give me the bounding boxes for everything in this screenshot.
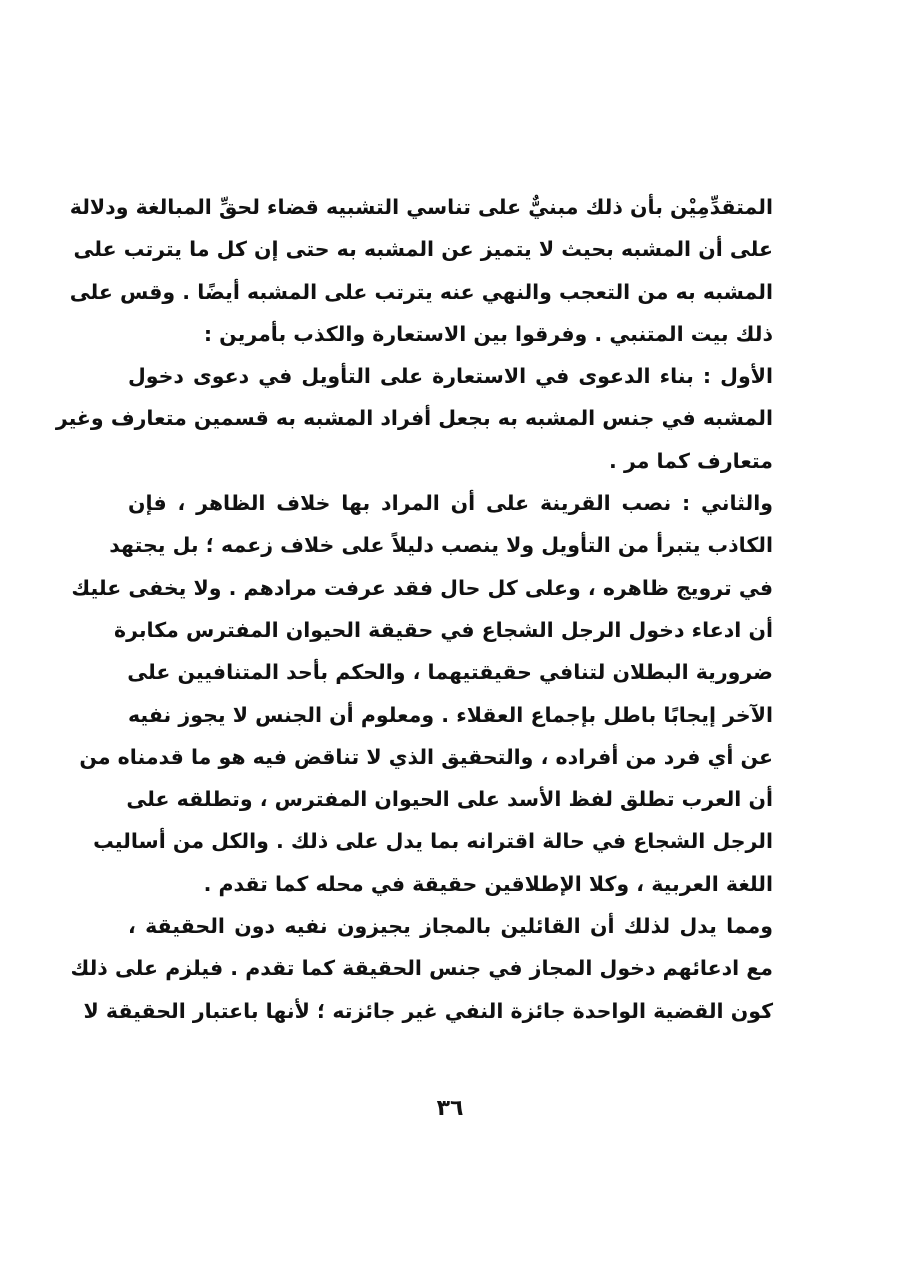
line-text: أن العرب تطلق لفظ الأسد على الحيوان المفترس ، وتطلقه على (126, 787, 773, 812)
line-text: عن أي فرد من أفراده ، والتحقيق الذي لا تناقض فيه هو ما قدمناه من (79, 744, 773, 769)
line-text: الكاذب يتبرأ من التأويل ولا ينصب دليلاً على خلاف زعمه ؛ بل يجتهد (109, 533, 773, 558)
line-text: متعارف كما مر . (609, 448, 773, 473)
line-text: اللغة العربية ، وكلا الإطلاقين حقيقة في محله كما تقدم . (203, 871, 773, 896)
text-line (83, 990, 773, 1032)
page-number: ٣٦ (436, 1096, 464, 1121)
text-line (71, 567, 773, 609)
text-line (73, 228, 773, 270)
line-text: مع ادعائهم دخول المجاز في جنس الحقيقة كما تقدم . فيلزم على ذلك (70, 956, 773, 981)
text-line (128, 313, 773, 355)
text-line (128, 482, 773, 524)
line-text: في ترويج ظاهره ، وعلى كل حال فقد عرفت مرادهم . ولا يخفى عليك (71, 575, 773, 600)
section-lead-label: والثاني : (681, 491, 773, 516)
line-text: بناء الدعوى في الاستعارة على التأويل في دعوى دخول (128, 364, 703, 389)
line-text: الرجل الشجاع في حالة اقترانه بما يدل على ذلك . والكل من أساليب (93, 829, 773, 854)
line-text: ضرورية البطلان لتنافي حقيقتيهما ، والحكم بأحد المتنافيين على (127, 660, 773, 685)
text-line (79, 736, 773, 778)
text-line (128, 863, 773, 905)
line-text: ومما يدل لذلك أن القائلين بالمجاز يجيزون نفيه دون الحقيقة ، (128, 914, 773, 939)
text-line (128, 651, 773, 693)
page-body (55, 186, 773, 1032)
line-text: الآخر إيجابًا باطل بإجماع العقلاء . ومعلوم أن الجنس لا يجوز نفيه (128, 702, 773, 727)
text-line (128, 694, 773, 736)
text-line (69, 271, 773, 313)
line-text: كون القضية الواحدة جائزة النفي غير جائزته ؛ لأنها باعتبار الحقيقة لا (83, 998, 773, 1023)
text-line (128, 778, 773, 820)
line-text: نصب القرينة على أن المراد بها خلاف الظاهر ، فإن (128, 491, 682, 516)
line-text: المشبه به من التعجب والنهي عنه يترتب على المشبه أيضًا . وقس على (69, 279, 773, 304)
line-text: أن ادعاء دخول الرجل الشجاع في حقيقة الحيوان المفترس مكابرة (113, 617, 773, 642)
text-line (109, 524, 773, 566)
text-line (128, 440, 773, 482)
line-text: ذلك بيت المتنبي . وفرقوا بين الاستعارة والكذب بأمرين : (203, 321, 773, 346)
text-line (93, 820, 773, 862)
text-line (128, 355, 773, 397)
text-line (128, 905, 773, 947)
text-line (70, 947, 773, 989)
line-text: على أن المشبه بحيث لا يتميز عن المشبه به حتى إن كل ما يترتب على (73, 237, 773, 262)
line-text: المتقدِّمِيْن بأن ذلك مبنيٌّ على تناسي التشبيه قضاء لحقِّ المبالغة ودلالة (69, 195, 773, 219)
text-line (55, 397, 773, 439)
text-line (69, 186, 773, 228)
line-text: المشبه في جنس المشبه به بجعل أفراد المشبه به قسمين متعارف وغير (55, 406, 773, 431)
section-lead-label: الأول : (702, 364, 773, 389)
text-line (113, 609, 773, 651)
